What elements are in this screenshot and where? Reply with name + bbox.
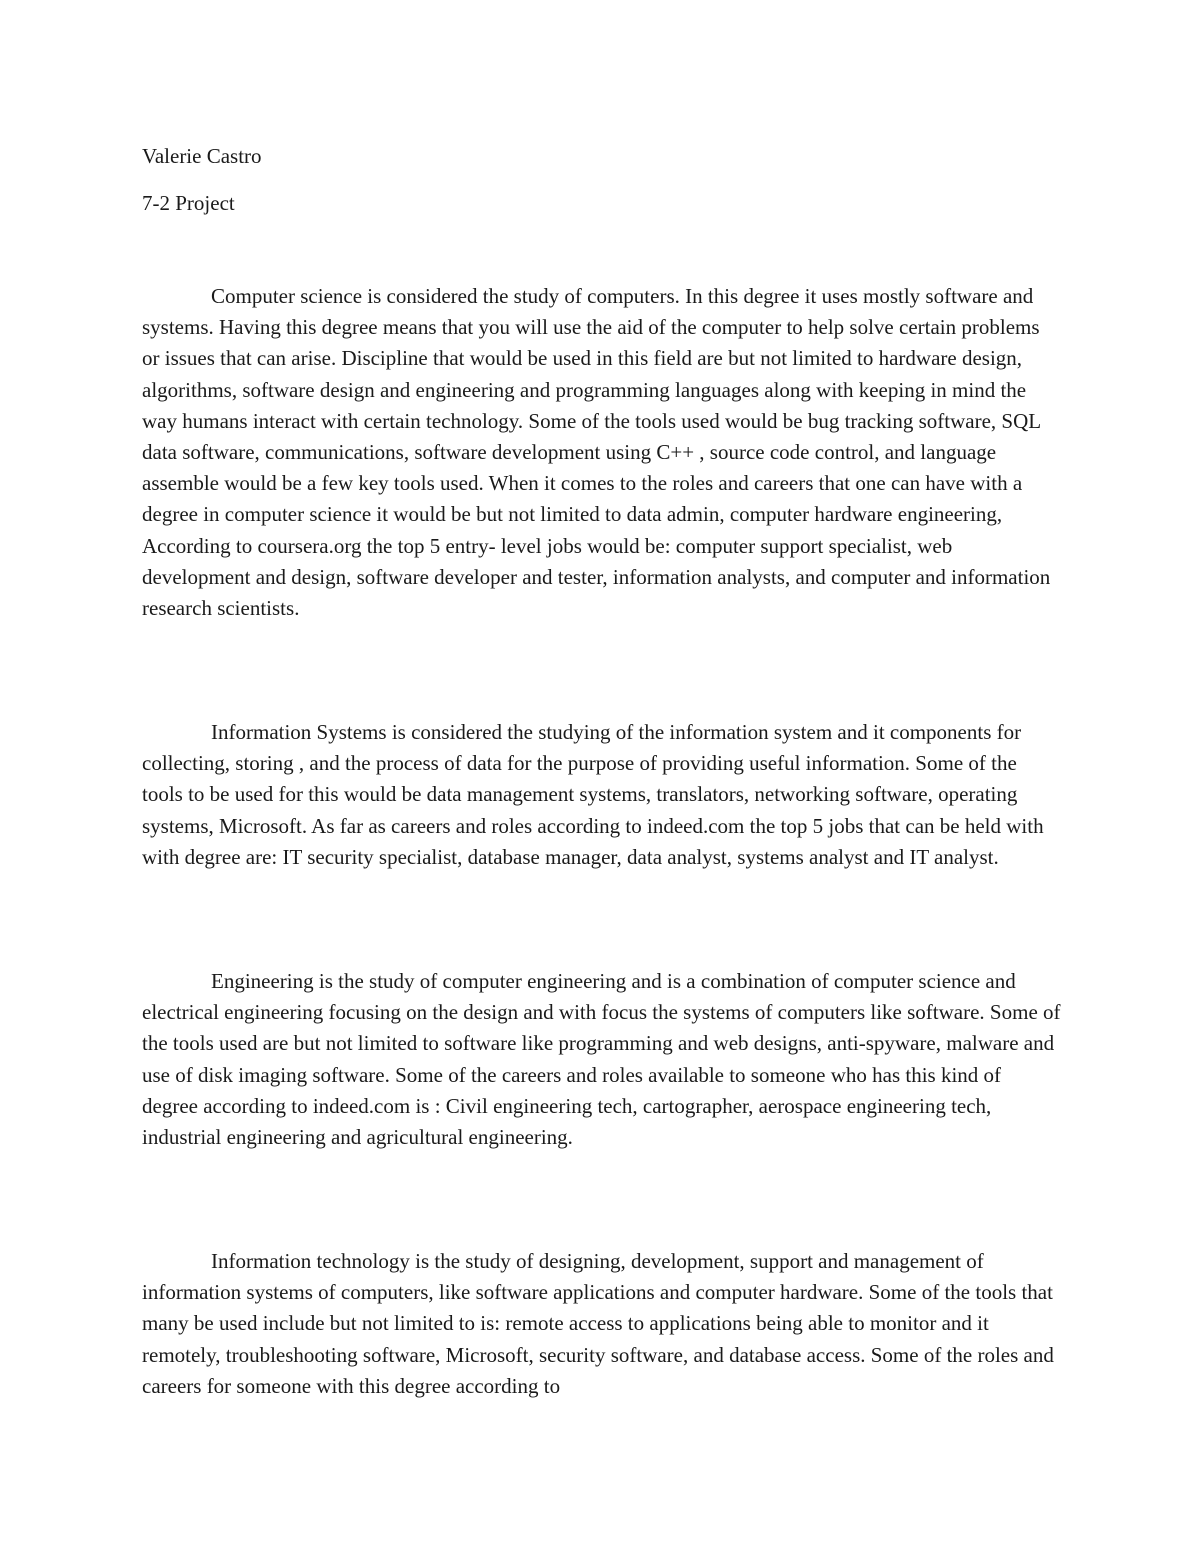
paragraph-information-systems: Information Systems is considered the studying of the information system and it components for collecting, storing , and the process of data for the purpose of providing useful information. Some of the tools to be used for this would be data management systems, translators, networking software, operating systems, Microsoft. As far as careers and roles according to indeed.com the top 5 jobs that can be held with with degree are: IT security specialist, database manager, data analyst, systems analyst and IT analyst. bbox=[142, 720, 1044, 869]
author-name: Valerie Castro bbox=[142, 144, 262, 168]
paragraph-computer-science: Computer science is considered the study of computers. In this degree it uses mostly software and systems. Having this degree means that you will use the aid of the computer to help solve certain problems or issues that can arise. Discipline that would be used in this field are but not limited to hardware design, algorithms, software design and engineering and programming languages along with keeping in mind the way humans interact with certain technology. Some of the tools used would be bug tracking software, SQL data software, communications, software development using C++ , source code control, and language assemble would be a few key tools used. When it comes to the roles and careers that one can have with a degree in computer science it would be but not limited to data admin, computer hardware engineering, According to coursera.org the top 5 entry- level jobs would be: computer support specialist, web development and design, software developer and tester, information analysts, and computer and information research scientists. bbox=[142, 284, 1051, 621]
paragraph-engineering: Engineering is the study of computer engineering and is a combination of computer science and electrical engineering focusing on the design and with focus the systems of computers like software. Some of the tools used are but not limited to software like programming and web designs, anti-spyware, malware and use of disk imaging software. Some of the careers and roles available to someone who has this kind of degree according to indeed.com is : Civil engineering tech, cartographer, aerospace engineering tech, industrial engineering and agricultural engineering. bbox=[142, 969, 1061, 1150]
assignment-title: 7-2 Project bbox=[142, 191, 235, 215]
paragraph-information-technology: Information technology is the study of designing, development, support and management of information systems of computers, like software applications and computer hardware. Some of the tools that many be used include but not limited to is: remote access to applications being able to monitor and it remotely, troubleshooting software, Microsoft, security software, and database access. Some of the roles and careers for someone with this degree according to bbox=[142, 1249, 1054, 1398]
